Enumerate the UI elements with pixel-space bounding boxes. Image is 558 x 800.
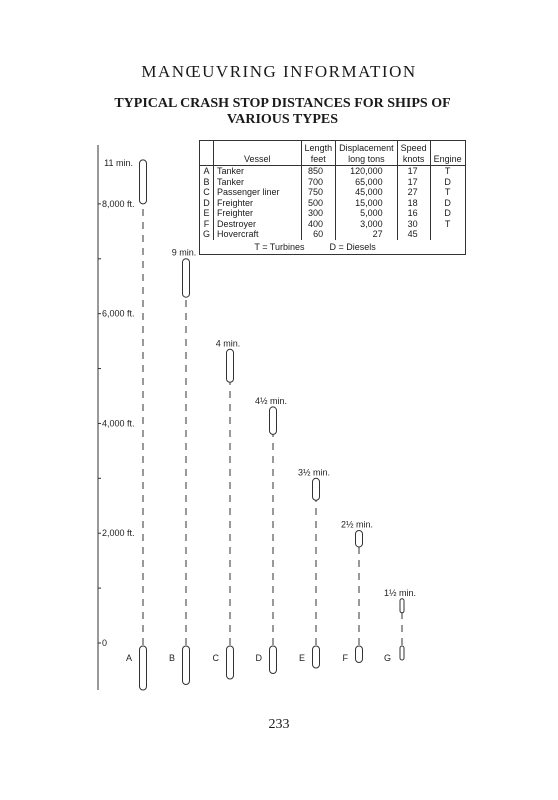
chart-title: TYPICAL CRASH STOP DISTANCES FOR SHIPS OF VARIOUS TYPES: [114, 96, 451, 127]
vessel-row-f: [200, 219, 466, 230]
cell-vessel: Tanker: [214, 177, 302, 188]
ship-start-marker: [270, 646, 277, 674]
vessel-row-a: [200, 166, 466, 177]
category-label: A: [125, 653, 132, 663]
ship-start-marker: [183, 646, 190, 685]
cell-length: 500: [301, 198, 336, 209]
ship-stop-marker: [227, 349, 234, 382]
header-displacement-line2: long tons: [348, 153, 385, 164]
category-label: F: [342, 653, 348, 663]
cell-length: 850: [301, 166, 336, 177]
header-speed: [397, 141, 430, 166]
category-label: C: [212, 653, 219, 663]
vessel-row-d: [200, 198, 466, 209]
cell-displacement: 15,000: [336, 198, 398, 209]
ship-stop-marker: [270, 407, 277, 435]
cell-id: G: [203, 229, 211, 239]
header-id: [200, 141, 214, 166]
cell-displacement: 120,000: [336, 166, 398, 177]
ship-start-marker: [356, 646, 363, 663]
cell-speed: 27: [397, 187, 430, 198]
header-displacement-line1: Displacement: [339, 143, 394, 153]
time-label: 3½ min.: [297, 467, 331, 478]
header-speed-line2: knots: [402, 153, 425, 164]
vessel-row-b: [200, 177, 466, 188]
page-number: 233: [268, 717, 290, 732]
cell-displacement: 65,000: [336, 177, 398, 188]
vessel-table-header: [200, 141, 466, 166]
header-engine: Engine: [430, 141, 465, 166]
category-label: E: [298, 653, 305, 663]
cell-length: 400: [301, 219, 336, 230]
vessel-row-e: [200, 208, 466, 219]
category-label: B: [168, 653, 175, 663]
page-heading: MANŒUVRING INFORMATION: [141, 62, 417, 81]
header-length-line1: Length: [304, 143, 333, 153]
cell-engine: D: [430, 177, 465, 188]
cell-engine: D: [430, 208, 465, 219]
ship-stop-marker: [183, 259, 190, 298]
time-label: 9 min.: [171, 247, 197, 258]
engine-legend-spacer: [430, 240, 465, 255]
cell-displacement: 3,000: [336, 219, 398, 230]
header-vessel: Vessel: [214, 141, 302, 166]
ship-start-marker: [313, 646, 320, 668]
ship-start-marker: [140, 646, 147, 690]
ship-stop-marker: [140, 160, 147, 204]
vessel-row-c: [200, 187, 466, 198]
cell-speed: 45: [397, 229, 430, 240]
vessel-table: [199, 140, 466, 255]
cell-vessel: Passenger liner: [214, 187, 302, 198]
header-length: [301, 141, 336, 166]
ship-stop-marker: [313, 478, 320, 500]
cell-id: D: [203, 197, 210, 208]
header-length-line2: feet: [310, 153, 326, 164]
cell-speed: 17: [397, 166, 430, 177]
ship-stop-marker: [356, 530, 363, 547]
cell-length: 60: [301, 229, 336, 240]
time-label: 1½ min.: [383, 587, 417, 598]
cell-id: E: [203, 208, 210, 218]
cell-displacement: 5,000: [336, 208, 398, 219]
cell-displacement: 27: [336, 229, 398, 240]
cell-displacement: 45,000: [336, 187, 398, 198]
header-speed-line1: Speed: [400, 143, 427, 153]
cell-engine: D: [430, 198, 465, 209]
cell-speed: 30: [397, 219, 430, 230]
time-label: 11 min.: [104, 157, 133, 168]
y-tick-label: 6,000 ft.: [102, 308, 135, 319]
cell-vessel: Freighter: [214, 198, 302, 209]
cell-length: 750: [301, 187, 336, 198]
cell-vessel: Hovercraft: [214, 229, 302, 240]
cell-engine: T: [430, 166, 465, 177]
cell-id: C: [203, 187, 210, 197]
time-label: 4½ min.: [254, 395, 288, 406]
time-label: 4 min.: [215, 338, 241, 349]
ship-start-marker: [400, 646, 404, 660]
cell-id: F: [203, 218, 210, 229]
y-tick-label: 0: [102, 638, 108, 648]
vessel-table-body: [200, 166, 466, 240]
cell-speed: 18: [397, 198, 430, 209]
ship-start-marker: [227, 646, 234, 679]
time-label: 2½ min.: [340, 519, 374, 530]
ship-stop-marker: [400, 599, 404, 613]
y-tick-label: 4,000 ft.: [102, 418, 135, 429]
cell-speed: 17: [397, 177, 430, 188]
cell-vessel: Tanker: [214, 166, 302, 177]
cell-id: A: [203, 166, 210, 176]
cell-engine: [430, 229, 465, 240]
cell-speed: 16: [397, 208, 430, 219]
category-label: G: [383, 653, 391, 663]
engine-legend: [200, 240, 466, 255]
y-tick-label: 8,000 ft.: [102, 198, 135, 209]
cell-vessel: Freighter: [214, 208, 302, 219]
y-tick-label: 2,000 ft.: [102, 528, 135, 539]
cell-id: B: [203, 176, 210, 187]
cell-engine: T: [430, 219, 465, 230]
cell-length: 300: [301, 208, 336, 219]
header-displacement: [336, 141, 398, 166]
category-label: D: [255, 653, 262, 663]
vessel-row-g: [200, 229, 466, 240]
cell-vessel: Destroyer: [214, 219, 302, 230]
cell-length: 700: [301, 177, 336, 188]
engine-legend-text: T = Turbines D = Diesels: [254, 241, 376, 252]
cell-engine: T: [430, 187, 465, 198]
